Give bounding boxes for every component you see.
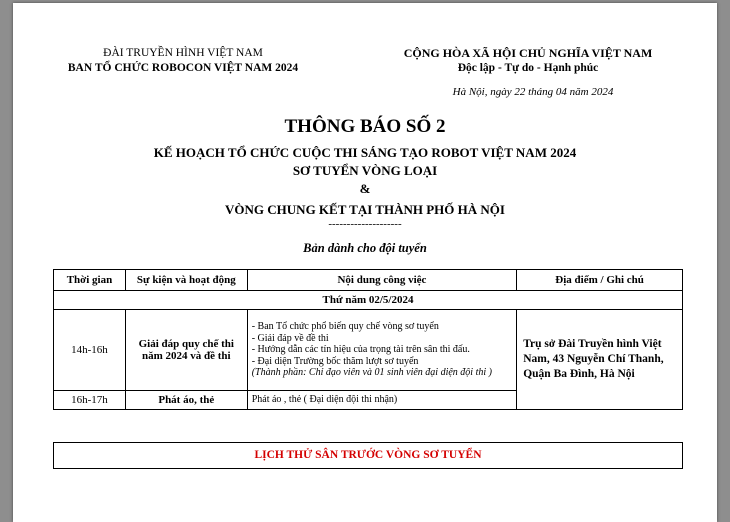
table-row [54,310,683,391]
title-line-2: KẾ HOẠCH TỔ CHỨC CUỘC THI SÁNG TẠO ROBOT VIỆT NAM 2024 [153,145,577,160]
title-ampersand: & [359,181,371,196]
participants-note: (Thành phần: Chỉ đạo viên và 01 sinh viên đại diện đội thi ) [251,367,492,379]
title-line-3: SƠ TUYỂN VÒNG LOẠI [292,163,438,178]
header-time: Thời gian [54,270,126,291]
task-item: - Đại diện Trường bốc thăm lượt sơ tuyển [251,355,419,367]
row-tasks [247,310,517,391]
org-line-2: BAN TỔ CHỨC ROBOCON VIỆT NAM 2024 [67,62,299,74]
title-divider: -------------------- [328,218,402,230]
day-row [54,291,683,310]
document-page [13,3,717,522]
national-title: CỘNG HÒA XÃ HỘI CHỦ NGHĨA VIỆT NAM [403,46,653,60]
row-time: 14h-16h [54,310,126,391]
header-event: Sự kiện và hoạt động [125,270,247,291]
header-place: Địa điểm / Ghi chú [517,270,683,291]
document-date: Hà Nội, ngày 22 tháng 04 năm 2024 [452,86,614,98]
task-item: - Ban Tổ chức phổ biến quy chế vòng sơ tuyển [251,321,439,333]
national-header [378,46,678,76]
task-item: - Hướng dẫn các tín hiệu của trọng tài trên sân thi đấu. [251,344,470,356]
org-line-1: ĐÀI TRUYỀN HÌNH VIỆT NAM [103,47,263,59]
document-subtitle: Bản dành cho đội tuyển [303,241,427,255]
practice-schedule-heading: LỊCH THỬ SÂN TRƯỚC VÒNG SƠ TUYỂN [53,442,683,469]
header-content: Nội dung công việc [247,270,517,291]
document-title: THÔNG BÁO SỐ 2 [284,116,446,137]
table-header-row [54,270,683,291]
task-item: - Giải đáp về đề thi [251,332,329,344]
row-time: 16h-17h [54,391,126,410]
row-event: Giải đáp quy chế thi năm 2024 và đề thi [125,310,247,391]
row-event: Phát áo, thẻ [125,391,247,410]
row-task: Phát áo , thẻ ( Đại diện đội thi nhận) [247,391,517,410]
schedule-table [53,269,683,410]
issuing-organization [53,46,313,76]
national-motto: Độc lập - Tự do - Hạnh phúc [457,62,599,74]
title-line-5: VÒNG CHUNG KẾT TẠI THÀNH PHỐ HÀ NỘI [225,202,505,217]
day-label: Thứ năm 02/5/2024 [54,291,683,310]
row-place: Trụ sở Đài Truyền hình Việt Nam, 43 Nguyễn Chí Thanh, Quận Ba Đình, Hà Nội [517,310,683,410]
